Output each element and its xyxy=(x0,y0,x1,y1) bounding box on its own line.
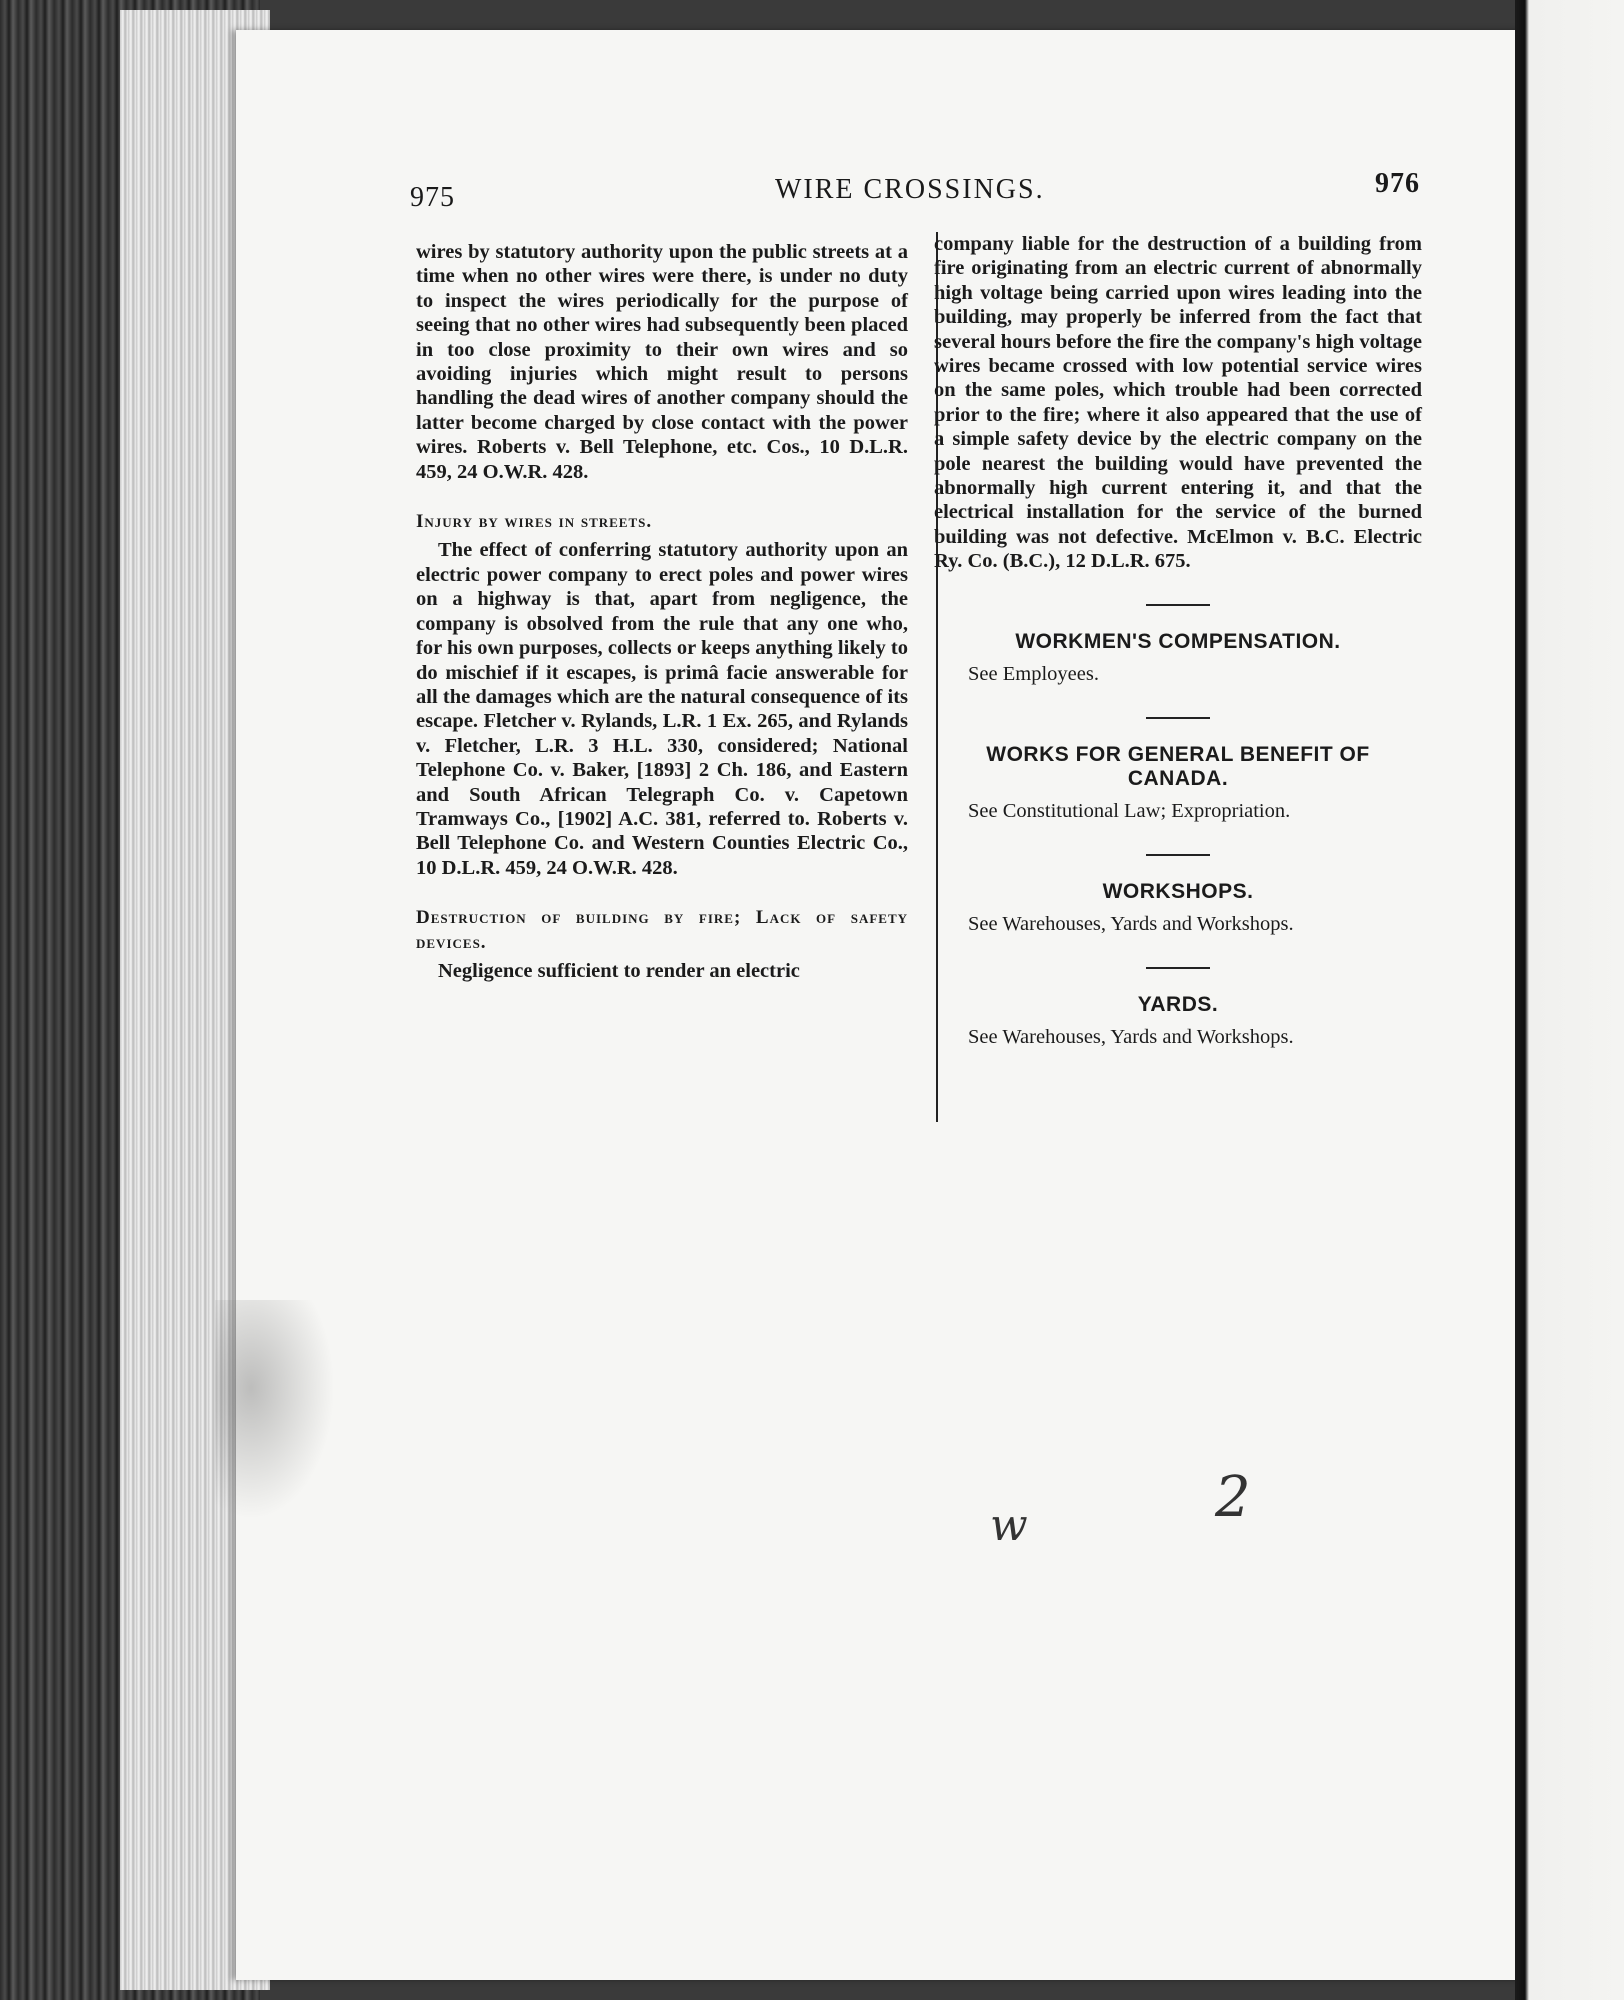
page-number-left: 975 xyxy=(410,182,455,213)
subheading-injury: Injury by wires in streets. xyxy=(416,511,653,533)
entry-heading: WORKMEN'S COMPENSATION. xyxy=(1015,629,1341,653)
right-page-edge xyxy=(1515,0,1624,2000)
entry-cross-reference: See Constitutional Law; Expropriation. xyxy=(968,800,1291,823)
right-paragraph-1: company liable for the destruction of a building from fire originating from an electric current of abnormally high voltage being carried upon wires leading into the building, may properly be inferred from the fact that several hours before the fire the company's high voltage wires became crossed with low potential service wires on the same poles, which trouble had been corrected prior to the fire; where it also appeared that the use of a simple safety device by the electric company on the pole nearest the building would have prevented the abnormally high current entering it, and that the electrical installation for the service of the burned building was not defective. McElmon v. B.C. Electric Ry. Co. (B.C.), 12 D.L.R. 675. xyxy=(934,233,1422,573)
handwritten-mark: 2 xyxy=(1215,1465,1251,1530)
water-stain xyxy=(215,1300,335,1520)
page-number-right: 976 xyxy=(1375,168,1420,199)
entry-heading: YARDS. xyxy=(1137,992,1219,1016)
subheading-destruction: Destruction of building by fire; Lack of safety devices. xyxy=(416,907,908,953)
running-header xyxy=(410,168,1420,213)
running-title: WIRE CROSSINGS. xyxy=(775,174,1045,205)
section-rule xyxy=(1146,717,1210,719)
left-paragraph-3: Negligence sufficient to render an electric xyxy=(438,959,800,982)
section-rule xyxy=(1146,604,1210,606)
left-column xyxy=(416,240,908,983)
right-column xyxy=(934,232,1422,1049)
entry-cross-reference: See Warehouses, Yards and Workshops. xyxy=(968,913,1294,936)
handwritten-mark: w xyxy=(990,1500,1028,1551)
left-paragraph-2: The effect of conferring statutory authority upon an electric power company to erect poles and power wires on a highway is that, apart from negligence, the company is obsolved from the rule that any one who, for his own purposes, collects or keeps anything likely to do mischief if it escapes, is primâ facie answerable for all the damages which are the natural consequence of its escape. Fletcher v. Rylands, L.R. 1 Ex. 265, and Rylands v. Fletcher, L.R. 3 H.L. 330, considered; National Telephone Co. v. Baker, [1893] 2 Ch. 186, and Eastern and South African Telegraph Co. v. Capetown Tramways Co., [1902] A.C. 381, referred to. Roberts v. Bell Telephone Co. and Western Counties Electric Co., 10 D.L.R. 459, 24 O.W.R. 428. xyxy=(416,539,908,879)
entry-cross-reference: See Warehouses, Yards and Workshops. xyxy=(968,1025,1294,1048)
entry-heading: WORKSHOPS. xyxy=(1102,879,1254,903)
left-paragraph-1: wires by statutory authority upon the public streets at a time when no other wires were there, is under no duty to inspect the wires periodically for the purpose of seeing that no other wires had subsequently been placed in too close proximity to their own wires and so avoiding injuries which might result to persons handling the dead wires of another company should the latter become charged by close contact with the power wires. Roberts v. Bell Telephone, etc. Cos., 10 D.L.R. 459, 24 O.W.R. 428. xyxy=(416,241,908,483)
section-rule xyxy=(1146,967,1210,969)
entry-cross-reference: See Employees. xyxy=(968,663,1099,686)
entry-heading: WORKS FOR GENERAL BENEFIT OF CANADA. xyxy=(986,742,1370,790)
section-rule xyxy=(1146,854,1210,856)
